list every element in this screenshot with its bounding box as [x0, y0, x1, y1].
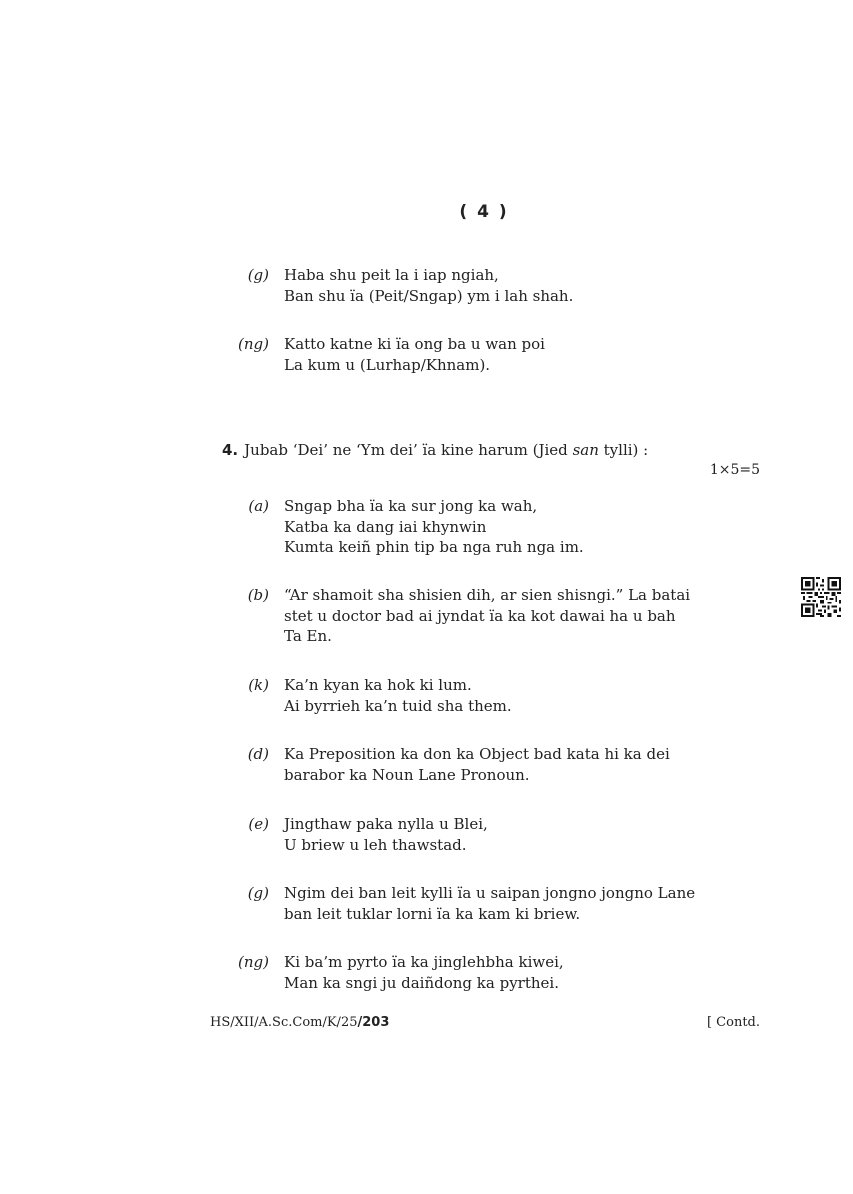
- paper-code-suffix: /203: [357, 1015, 390, 1030]
- q4-item-e: [284, 814, 734, 855]
- q4-label-k: (k): [248, 676, 269, 694]
- q4-item-a-line-2: Katba ka dang iai khynwin: [284, 517, 487, 536]
- q4-item-b-line-1: “Ar shamoit sha shisien dih, ar sien shisngi.” La batai: [284, 586, 691, 604]
- q3-item-g-line-2: Ban shu ïa (Peit/Sngap) ym i lah shah.: [284, 286, 574, 305]
- q3-label-g: (g): [247, 266, 269, 284]
- q4-label-a: (a): [248, 497, 269, 515]
- question-4-marks: 1×5=5: [709, 462, 760, 478]
- qr-code-icon: [801, 577, 841, 617]
- question-4-heading: [222, 440, 648, 461]
- q3-item-g-line-1: Haba shu peit la i iap ngiah,: [284, 266, 499, 284]
- q4-item-b-line-2: stet u doctor bad ai jyndat ïa ka kot dawai ha u bah: [284, 606, 676, 625]
- q4-item-g-line-1: Ngim dei ban leit kylli ïa u saipan jongno jongno Lane: [284, 884, 696, 902]
- q4-item-a-line-3: Kumta keiñ phin tip ba nga ruh nga im.: [284, 538, 584, 556]
- q4-label-d: (d): [247, 745, 269, 763]
- q4-item-g: [284, 883, 734, 924]
- page-number: ( 4 ): [459, 202, 509, 222]
- q4-item-k-line-1: Ka’n kyan ka hok ki lum.: [284, 676, 472, 694]
- q4-item-k-line-2: Ai byrrieh ka’n tuid sha them.: [284, 696, 512, 715]
- q4-label-e: (e): [248, 815, 269, 833]
- q4-item-b-line-3: Ta En.: [284, 627, 332, 645]
- q4-item-e-line-2: U briew u leh thawstad.: [284, 835, 467, 854]
- paper-code: [210, 1015, 389, 1030]
- q4-item-b: [284, 585, 734, 647]
- q4-item-k: [284, 675, 734, 716]
- question-4-text-italic: san: [572, 441, 599, 459]
- continued-marker: [ Contd.: [706, 1015, 760, 1030]
- q4-item-ng: [284, 952, 734, 993]
- q3-label-ng: (ng): [238, 335, 269, 353]
- q4-item-d-line-1: Ka Preposition ka don ka Object bad kata hi ka dei: [284, 745, 670, 763]
- q3-item-g: [284, 265, 734, 306]
- q4-item-ng-line-1: Ki ba’m pyrto ïa ka jinglehbha kiwei,: [284, 953, 564, 971]
- question-4-number: 4.: [222, 441, 239, 459]
- q3-item-ng: [284, 334, 734, 375]
- q4-item-a-line-1: Sngap bha ïa ka sur jong ka wah,: [284, 497, 538, 515]
- paper-code-prefix: HS/XII/A.Sc.Com/K/25: [210, 1015, 358, 1030]
- q3-item-ng-line-1: Katto katne ki ïa ong ba u wan poi: [284, 335, 545, 353]
- q4-item-ng-line-2: Man ka sngi ju daiñdong ka pyrthei.: [284, 973, 559, 992]
- q4-item-g-line-2: ban leit tuklar lorni ïa ka kam ki briew.: [284, 904, 581, 923]
- question-4-text-before: Jubab ‘Dei’ ne ‘Ym dei’ ïa kine harum (Jied: [244, 441, 573, 459]
- q4-label-g: (g): [247, 884, 269, 902]
- question-4-text-after: tylli) :: [598, 441, 649, 459]
- q4-item-d-line-2: barabor ka Noun Lane Pronoun.: [284, 765, 530, 784]
- q3-item-ng-line-2: La kum u (Lurhap/Khnam).: [284, 355, 491, 374]
- q4-item-e-line-1: Jingthaw paka nylla u Blei,: [284, 815, 488, 833]
- q4-item-d: [284, 744, 734, 785]
- q4-label-ng: (ng): [238, 953, 269, 971]
- q4-item-a: [284, 496, 734, 558]
- q4-label-b: (b): [247, 586, 269, 604]
